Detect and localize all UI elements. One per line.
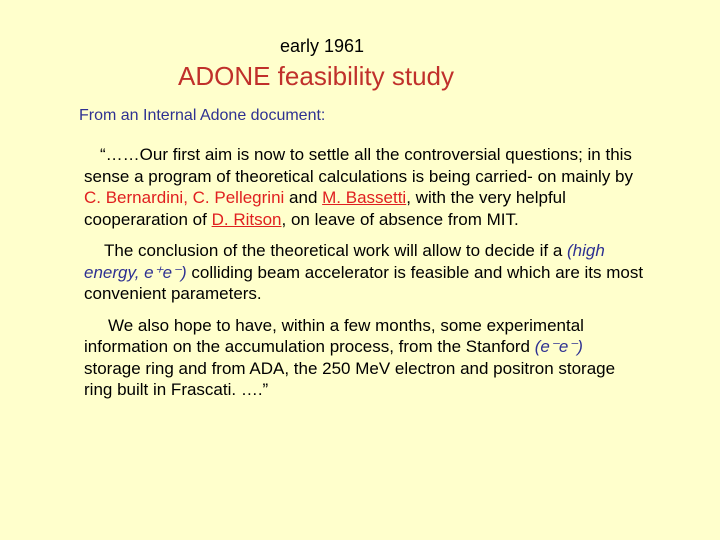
quote-block — [84, 144, 644, 401]
quote-paragraph-1 — [84, 144, 644, 230]
date-label: early 1961 — [280, 36, 365, 56]
name-bernardini-pellegrini: C. Bernardini, C. Pellegrini — [84, 188, 285, 207]
p3-close: storage ring and from ADA, the 250 MeV electron and positron storage ring built in Frascati. ….” — [84, 358, 616, 399]
name-bassetti: M. Bassetti — [322, 188, 407, 207]
p1-and: and — [284, 188, 323, 207]
name-ritson: D. Ritson — [211, 209, 282, 229]
source-label: From an Internal Adone document: — [79, 107, 326, 124]
p3-open: We also hope to have, within a few months, some experimental information on the accumulation process, from the Stanford — [84, 315, 584, 356]
p1-mid: , with the very helpful cooperaration of — [84, 188, 566, 229]
p2-close: colliding beam accelerator is feasible and which are its most convenient parameters. — [84, 262, 644, 303]
p2-highlight: (high energy, e⁺e⁻) — [84, 241, 605, 282]
quote-paragraph-2 — [84, 240, 644, 305]
slide-title: ADONE feasibility study — [178, 61, 454, 91]
p2-open: The conclusion of the theoretical work will allow to decide if a — [104, 241, 568, 260]
p1-close: , on leave of absence from MIT. — [281, 209, 519, 229]
p1-open: “……Our first aim is now to settle all the controversial questions; in this sense a program of theoretical calculations is being carried- on mainly by — [84, 145, 633, 186]
quote-paragraph-3 — [84, 315, 644, 401]
p3-highlight: (e⁻e⁻) — [534, 337, 583, 356]
